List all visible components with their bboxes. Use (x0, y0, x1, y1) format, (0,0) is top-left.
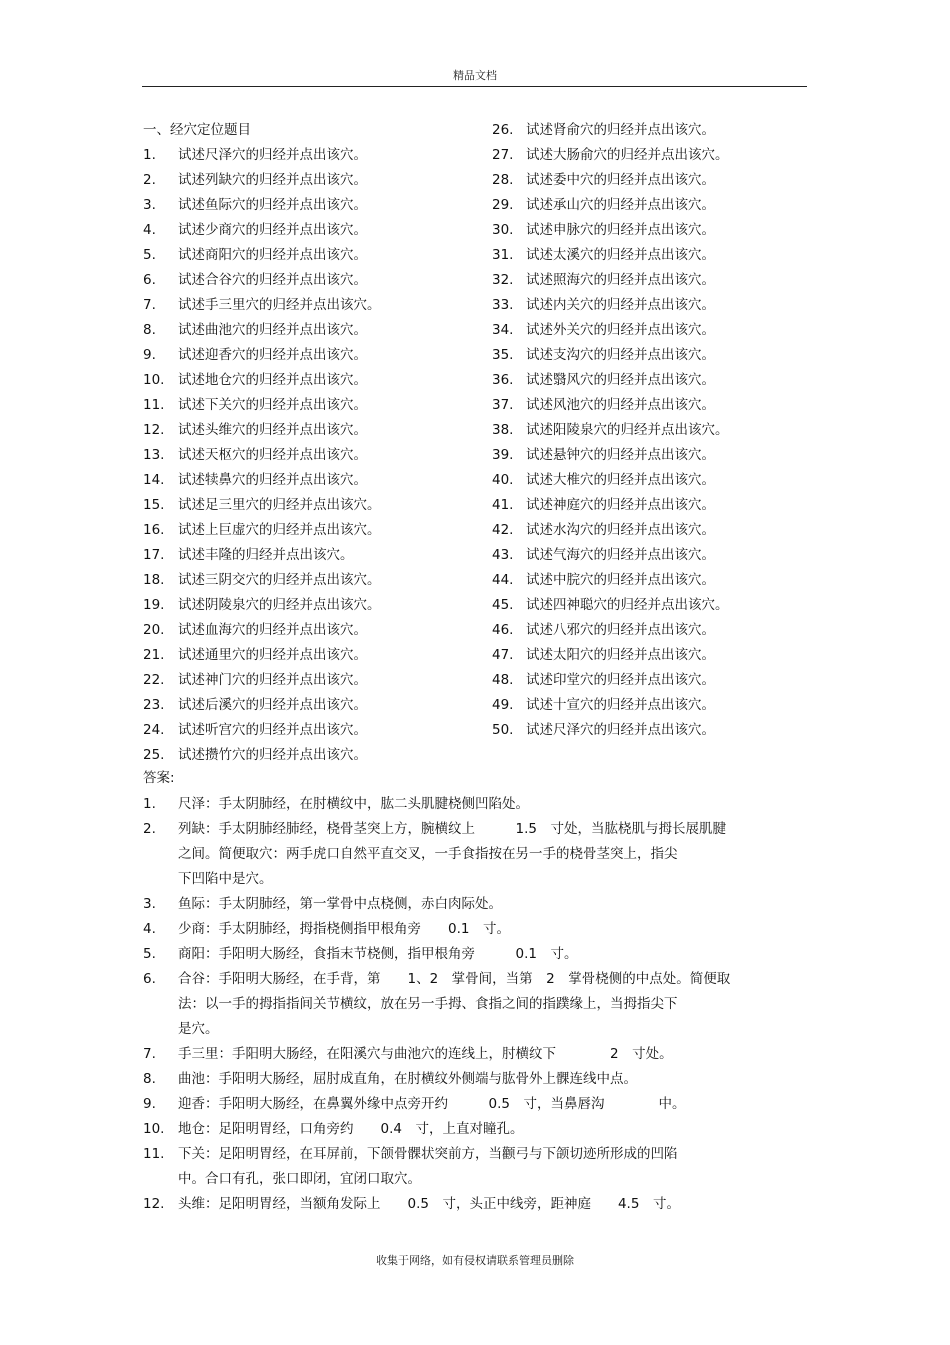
question-item (143, 245, 503, 270)
question-item (492, 270, 812, 295)
question-item (143, 320, 503, 345)
answer-line: 地仓：足阳明胃经，口角旁约 0.4 寸，上直对瞳孔。 (178, 1121, 524, 1137)
question-number: 32. (492, 272, 514, 288)
answer-number: 9. (143, 1096, 156, 1112)
answer-item (143, 942, 813, 967)
question-item (143, 420, 503, 445)
question-text: 试述手三里穴的归经并点出该穴。 (178, 297, 381, 313)
question-item (143, 495, 503, 520)
question-item (492, 245, 812, 270)
question-number: 24. (143, 722, 165, 738)
page-footer: 收集于网络，如有侵权请联系管理员删除 (376, 1254, 574, 1267)
answer-number: 1. (143, 796, 156, 812)
question-item (492, 620, 812, 645)
question-number: 4. (143, 222, 156, 238)
question-number: 18. (143, 572, 165, 588)
question-number: 7. (143, 297, 156, 313)
question-item (492, 170, 812, 195)
answer-number: 10. (143, 1121, 165, 1137)
section-title: 一、经穴定位题目 (143, 122, 251, 138)
question-item (492, 395, 812, 420)
question-number: 14. (143, 472, 165, 488)
question-number: 34. (492, 322, 514, 338)
question-number: 9. (143, 347, 156, 363)
answer-item (143, 1042, 813, 1067)
question-text: 试述尺泽穴的归经并点出该穴。 (526, 722, 715, 738)
question-text: 试述后溪穴的归经并点出该穴。 (178, 697, 367, 713)
question-text: 试述照海穴的归经并点出该穴。 (526, 272, 715, 288)
question-item (143, 645, 503, 670)
question-text: 试述气海穴的归经并点出该穴。 (526, 547, 715, 563)
answer-number: 7. (143, 1046, 156, 1062)
question-number: 20. (143, 622, 165, 638)
question-item (143, 695, 503, 720)
question-text: 试述天枢穴的归经并点出该穴。 (178, 447, 367, 463)
question-item (492, 370, 812, 395)
question-text: 试述尺泽穴的归经并点出该穴。 (178, 147, 367, 163)
question-text: 试述支沟穴的归经并点出该穴。 (526, 347, 715, 363)
question-item (143, 195, 503, 220)
answer-line: 是穴。 (178, 1021, 219, 1037)
question-text: 试述申脉穴的归经并点出该穴。 (526, 222, 715, 238)
answer-number: 12. (143, 1196, 165, 1212)
header-rule (142, 86, 807, 87)
question-item (143, 470, 503, 495)
question-text: 试述下关穴的归经并点出该穴。 (178, 397, 367, 413)
answer-number: 4. (143, 921, 156, 937)
question-number: 35. (492, 347, 514, 363)
question-number: 27. (492, 147, 514, 163)
question-text: 试述印堂穴的归经并点出该穴。 (526, 672, 715, 688)
question-number: 43. (492, 547, 514, 563)
question-item (143, 720, 503, 745)
question-number: 30. (492, 222, 514, 238)
question-number: 41. (492, 497, 514, 513)
question-text: 试述三阴交穴的归经并点出该穴。 (178, 572, 381, 588)
question-item (143, 745, 503, 770)
question-text: 试述八邪穴的归经并点出该穴。 (526, 622, 715, 638)
question-item (143, 570, 503, 595)
question-item (492, 645, 812, 670)
question-number: 46. (492, 622, 514, 638)
answer-number: 6. (143, 971, 156, 987)
question-item (492, 420, 812, 445)
answer-item (143, 817, 813, 892)
question-number: 31. (492, 247, 514, 263)
question-text: 试述商阳穴的归经并点出该穴。 (178, 247, 367, 263)
question-text: 试述四神聪穴的归经并点出该穴。 (526, 597, 729, 613)
question-number: 42. (492, 522, 514, 538)
answers-title: 答案: (143, 770, 175, 786)
answer-item (143, 792, 813, 817)
answer-line: 下凹陷中是穴。 (178, 871, 273, 887)
answer-line: 合谷：手阳明大肠经，在手背，第 1、2 掌骨间，当第 2 掌骨桡侧的中点处。简便取 (178, 971, 731, 987)
answer-item (143, 892, 813, 917)
answer-text (178, 1117, 813, 1142)
question-text: 试述少商穴的归经并点出该穴。 (178, 222, 367, 238)
question-item (143, 545, 503, 570)
answer-line: 鱼际：手太阴肺经，第一掌骨中点桡侧，赤白肉际处。 (178, 896, 502, 912)
question-text: 试述大椎穴的归经并点出该穴。 (526, 472, 715, 488)
question-number: 28. (492, 172, 514, 188)
answer-item (143, 917, 813, 942)
question-number: 16. (143, 522, 165, 538)
question-item (492, 595, 812, 620)
question-item (492, 470, 812, 495)
question-text: 试述委中穴的归经并点出该穴。 (526, 172, 715, 188)
answer-text (178, 967, 813, 1042)
question-text: 试述水沟穴的归经并点出该穴。 (526, 522, 715, 538)
question-item (492, 720, 812, 745)
question-item (492, 495, 812, 520)
answer-text (178, 942, 813, 967)
question-text: 试述通里穴的归经并点出该穴。 (178, 647, 367, 663)
question-text: 试述悬钟穴的归经并点出该穴。 (526, 447, 715, 463)
question-text: 试述血海穴的归经并点出该穴。 (178, 622, 367, 638)
question-number: 13. (143, 447, 165, 463)
answer-line: 商阳：手阳明大肠经，食指末节桡侧，指甲根角旁 0.1 寸。 (178, 946, 578, 962)
question-number: 47. (492, 647, 514, 663)
answer-number: 3. (143, 896, 156, 912)
question-item (492, 670, 812, 695)
question-text: 试述头维穴的归经并点出该穴。 (178, 422, 367, 438)
question-number: 49. (492, 697, 514, 713)
answer-line: 头维：足阳明胃经，当额角发际上 0.5 寸，头正中线旁，距神庭 4.5 寸。 (178, 1196, 680, 1212)
answer-item (143, 1192, 813, 1217)
question-text: 试述上巨虚穴的归经并点出该穴。 (178, 522, 381, 538)
answer-line: 中。合口有孔，张口即闭，宜闭口取穴。 (178, 1171, 421, 1187)
question-text: 试述承山穴的归经并点出该穴。 (526, 197, 715, 213)
question-number: 25. (143, 747, 165, 763)
question-item (492, 295, 812, 320)
question-number: 2. (143, 172, 156, 188)
question-text: 试述翳风穴的归经并点出该穴。 (526, 372, 715, 388)
question-text: 试述神庭穴的归经并点出该穴。 (526, 497, 715, 513)
question-number: 44. (492, 572, 514, 588)
question-number: 15. (143, 497, 165, 513)
question-number: 6. (143, 272, 156, 288)
question-item (143, 370, 503, 395)
question-item (143, 445, 503, 470)
question-number: 1. (143, 147, 156, 163)
answer-text (178, 1142, 813, 1192)
answer-item (143, 1092, 813, 1117)
question-number: 36. (492, 372, 514, 388)
question-text: 试述足三里穴的归经并点出该穴。 (178, 497, 381, 513)
answer-text (178, 892, 813, 917)
answer-line: 下关：足阳明胃经，在耳屏前，下颌骨髁状突前方，当颧弓与下颌切迹所形成的凹陷 (178, 1146, 678, 1162)
question-number: 37. (492, 397, 514, 413)
question-text: 试述大肠俞穴的归经并点出该穴。 (526, 147, 729, 163)
question-text: 试述内关穴的归经并点出该穴。 (526, 297, 715, 313)
question-item (492, 120, 812, 145)
question-item (492, 520, 812, 545)
question-item (143, 520, 503, 545)
answer-text (178, 817, 813, 892)
question-text: 试述曲池穴的归经并点出该穴。 (178, 322, 367, 338)
question-text: 试述阳陵泉穴的归经并点出该穴。 (526, 422, 729, 438)
question-number: 48. (492, 672, 514, 688)
question-number: 11. (143, 397, 165, 413)
question-text: 试述肾俞穴的归经并点出该穴。 (526, 122, 715, 138)
question-text: 试述阴陵泉穴的归经并点出该穴。 (178, 597, 381, 613)
answer-line: 尺泽：手太阴肺经，在肘横纹中，肱二头肌腱桡侧凹陷处。 (178, 796, 529, 812)
question-item (143, 345, 503, 370)
answer-item (143, 1067, 813, 1092)
question-number: 50. (492, 722, 514, 738)
question-number: 8. (143, 322, 156, 338)
question-number: 12. (143, 422, 165, 438)
question-text: 试述外关穴的归经并点出该穴。 (526, 322, 715, 338)
answer-line: 法：以一手的拇指指间关节横纹，放在另一手拇、食指之间的指蹼缘上，当拇指尖下 (178, 996, 678, 1012)
question-number: 3. (143, 197, 156, 213)
question-item (143, 595, 503, 620)
question-item (143, 170, 503, 195)
page-header: 精品文档 (453, 69, 497, 82)
question-text: 试述迎香穴的归经并点出该穴。 (178, 347, 367, 363)
question-number: 26. (492, 122, 514, 138)
answer-line: 少商：手太阴肺经，拇指桡侧指甲根角旁 0.1 寸。 (178, 921, 510, 937)
question-text: 试述风池穴的归经并点出该穴。 (526, 397, 715, 413)
question-item (492, 570, 812, 595)
answer-line: 迎香：手阳明大肠经，在鼻翼外缘中点旁开约 0.5 寸，当鼻唇沟 中。 (178, 1096, 686, 1112)
question-text: 试述丰隆的归经并点出该穴。 (178, 547, 354, 563)
answer-line: 列缺：手太阴肺经肺经，桡骨茎突上方，腕横纹上 1.5 寸处，当肱桡肌与拇长展肌腱 (178, 821, 726, 837)
question-item (492, 195, 812, 220)
answer-line: 手三里：手阳明大肠经，在阳溪穴与曲池穴的连线上，肘横纹下 2 寸处。 (178, 1046, 673, 1062)
question-number: 17. (143, 547, 165, 563)
question-number: 5. (143, 247, 156, 263)
answer-text (178, 1067, 813, 1092)
question-item (492, 145, 812, 170)
question-item (143, 270, 503, 295)
question-number: 40. (492, 472, 514, 488)
answer-item (143, 1117, 813, 1142)
question-number: 39. (492, 447, 514, 463)
question-number: 19. (143, 597, 165, 613)
answers-section (143, 768, 813, 1217)
answer-item (143, 1142, 813, 1192)
question-text: 试述列缺穴的归经并点出该穴。 (178, 172, 367, 188)
question-item (143, 295, 503, 320)
question-text: 试述太阳穴的归经并点出该穴。 (526, 647, 715, 663)
question-item (492, 545, 812, 570)
question-item (492, 320, 812, 345)
question-text: 试述听宫穴的归经并点出该穴。 (178, 722, 367, 738)
question-text: 试述中脘穴的归经并点出该穴。 (526, 572, 715, 588)
question-number: 10. (143, 372, 165, 388)
question-text: 试述鱼际穴的归经并点出该穴。 (178, 197, 367, 213)
question-item (143, 670, 503, 695)
question-number: 21. (143, 647, 165, 663)
answer-item (143, 967, 813, 1042)
question-number: 29. (492, 197, 514, 213)
question-text: 试述攒竹穴的归经并点出该穴。 (178, 747, 367, 763)
question-item (143, 145, 503, 170)
questions-left-column (143, 120, 503, 770)
question-item (143, 620, 503, 645)
questions-right-column (492, 120, 812, 745)
question-number: 23. (143, 697, 165, 713)
answer-number: 5. (143, 946, 156, 962)
question-text: 试述太溪穴的归经并点出该穴。 (526, 247, 715, 263)
question-item (143, 395, 503, 420)
question-number: 38. (492, 422, 514, 438)
question-text: 试述犊鼻穴的归经并点出该穴。 (178, 472, 367, 488)
question-number: 45. (492, 597, 514, 613)
answer-line: 曲池：手阳明大肠经，屈肘成直角，在肘横纹外侧端与肱骨外上髁连线中点。 (178, 1071, 637, 1087)
question-text: 试述十宣穴的归经并点出该穴。 (526, 697, 715, 713)
question-text: 试述神门穴的归经并点出该穴。 (178, 672, 367, 688)
answer-text (178, 917, 813, 942)
answer-text (178, 1092, 813, 1117)
answer-number: 2. (143, 821, 156, 837)
answer-text (178, 1042, 813, 1067)
answer-text (178, 792, 813, 817)
question-number: 22. (143, 672, 165, 688)
question-item (492, 345, 812, 370)
question-number: 33. (492, 297, 514, 313)
answer-number: 11. (143, 1146, 165, 1162)
answer-text (178, 1192, 813, 1217)
question-item (492, 220, 812, 245)
question-item (492, 695, 812, 720)
question-item (143, 220, 503, 245)
question-text: 试述合谷穴的归经并点出该穴。 (178, 272, 367, 288)
question-text: 试述地仓穴的归经并点出该穴。 (178, 372, 367, 388)
answer-line: 之间。简便取穴：两手虎口自然平直交叉，一手食指按在另一手的桡骨茎突上，指尖 (178, 846, 678, 862)
question-item (492, 445, 812, 470)
answer-number: 8. (143, 1071, 156, 1087)
